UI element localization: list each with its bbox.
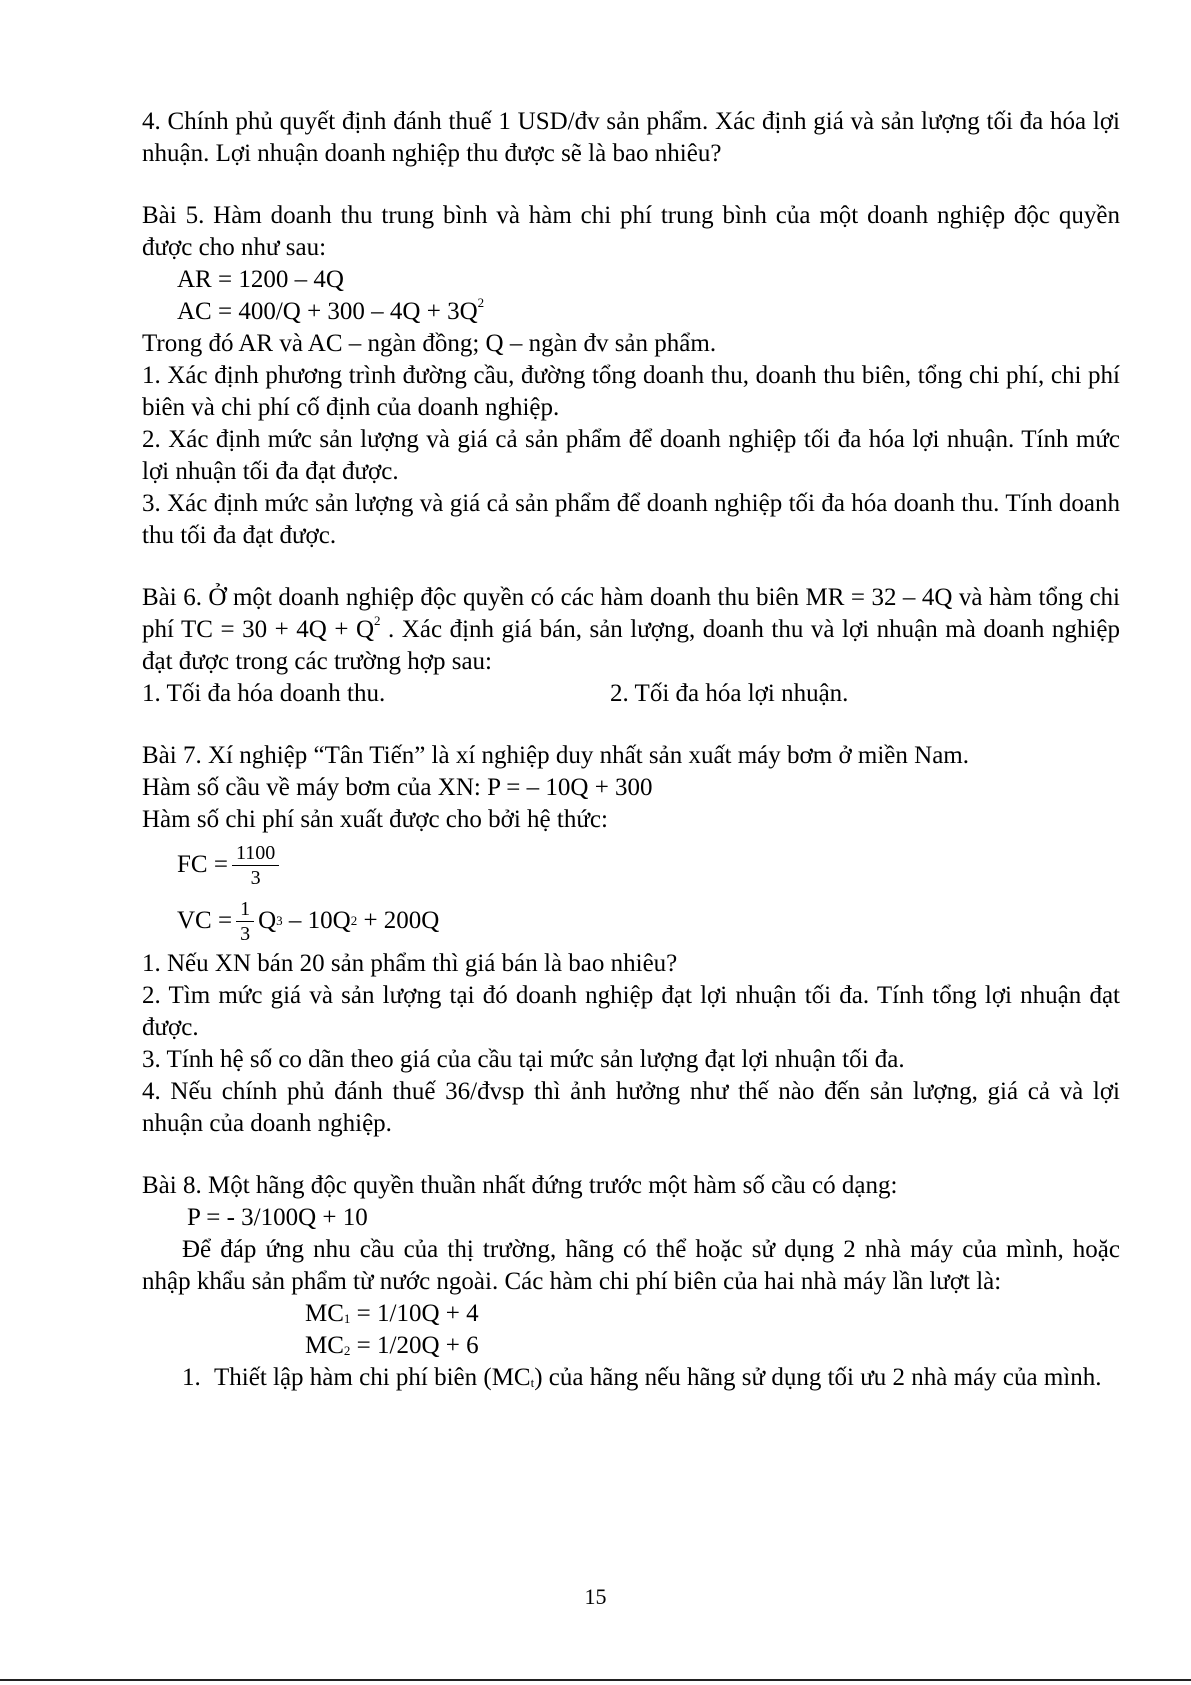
exercise-7-question-4: 4. Nếu chính phủ đánh thuế 36/đvsp thì ảnh hưởng như thế nào đến sản lượng, giá cả và lợi nhuận của doanh nghiệp. <box>142 1078 1120 1137</box>
exercise-5 <box>142 200 1120 552</box>
exercise-7-question-2: 2. Tìm mức giá và sản lượng tại đó doanh nghiệp đạt lợi nhuận tối đa. Tính tổng lợi nhuận đạt được. <box>142 982 1120 1041</box>
exercise-5-question-2: 2. Xác định mức sản lượng và giá cả sản phẩm để doanh nghiệp tối đa hóa lợi nhuận. Tính mức lợi nhuận tối đa đạt được. <box>142 426 1120 485</box>
equation-ar: AR = 1200 – 4Q <box>177 266 344 293</box>
exercise-6-case-2: 2. Tối đa hóa lợi nhuận. <box>610 680 849 707</box>
exercise-6-cases <box>142 678 1120 710</box>
equation-vc: VC = $\frac{1}{3}$ Q 3 – 10Q 2 + 200Q <box>177 897 440 945</box>
exercise-8-question-1: 1. Thiết lập hàm chi phí biên $(MC_t)$ của hãng nếu hãng sử dụng tối ưu 2 nhà máy của mình. <box>182 1364 1102 1391</box>
exercise-6-text: Bài 6. Ở một doanh nghiệp độc quyền có các hàm doanh thu biên MR = 32 – 4Q và hàm tổng chi phí TC = $30 + 4Q + Q^2$ . Xác định giá bán, sản lượng, doanh thu và lợi nhuận mà doanh nghiệp đạt được trong các trường hợp sau: <box>142 584 1120 675</box>
exercise-8 <box>142 1170 1120 1394</box>
page-body <box>142 106 1120 1394</box>
intro-item-4: 4. Chính phủ quyết định đánh thuế 1 USD/đv sản phẩm. Xác định giá và sản lượng tối đa hóa lợi nhuận. Lợi nhuận doanh nghiệp thu được sẽ là bao nhiêu? <box>142 108 1120 167</box>
exercise-5-question-1: 1. Xác định phương trình đường cầu, đường tổng doanh thu, doanh thu biên, tổng chi phí, chi phí biên và chi phí cố định của doanh nghiệp. <box>142 362 1120 421</box>
exercise-8-title: Bài 8. Một hãng độc quyền thuần nhất đứng trước một hàm số cầu có dạng: <box>142 1172 898 1199</box>
exercise-8-demand: P = - 3/100Q + 10 <box>187 1204 368 1231</box>
exercise-8-paragraph: Để đáp ứng nhu cầu của thị trường, hãng có thể hoặc sử dụng 2 nhà máy của mình, hoặc nhập khẩu sản phẩm từ nước ngoài. Các hàm chi phí biên của hai nhà máy lần lượt là: <box>142 1236 1120 1295</box>
bottom-divider <box>0 1679 1191 1681</box>
exercise-6 <box>142 582 1120 710</box>
exercise-5-note: Trong đó AR và AC – ngàn đồng; Q – ngàn đv sản phẩm. <box>142 330 717 357</box>
exercise-7-cost-intro: Hàm số chi phí sản xuất được cho bởi hệ thức: <box>142 806 608 833</box>
exercise-7-title: Bài 7. Xí nghiệp “Tân Tiến” là xí nghiệp duy nhất sản xuất máy bơm ở miền Nam. <box>142 742 970 769</box>
fraction-fc: $\frac{1100}{3}$ <box>232 841 279 890</box>
equation-mc2: $MC_2 = 1/20Q + 6$ <box>305 1332 479 1359</box>
exercise-7-question-1: 1. Nếu XN bán 20 sản phẩm thì giá bán là bao nhiêu? <box>142 950 678 977</box>
exercise-5-question-3: 3. Xác định mức sản lượng và giá cả sản phẩm để doanh nghiệp tối đa hóa doanh thu. Tính doanh thu tối đa đạt được. <box>142 490 1120 549</box>
page-number: 15 <box>584 1584 607 1609</box>
equation-ac: AC = $400/Q + 300 - 4Q + 3Q^2$ <box>177 295 485 325</box>
fraction-vc: $\frac{1}{3}$ <box>236 897 254 946</box>
equation-fc: FC = $\frac{1100}{3}$ <box>142 836 1120 894</box>
equation-mc1: $MC_1 = 1/10Q + 4$ <box>305 1300 479 1327</box>
exercise-5-title: Bài 5. Hàm doanh thu trung bình và hàm chi phí trung bình của một doanh nghiệp độc quyền được cho như sau: <box>142 202 1120 261</box>
exercise-6-case-1: 1. Tối đa hóa doanh thu. <box>142 680 386 707</box>
exercise-7-demand: Hàm số cầu về máy bơm của XN: P = – 10Q + 300 <box>142 774 653 801</box>
exercise-7 <box>142 740 1120 1140</box>
exercise-7-question-3: 3. Tính hệ số co dãn theo giá của cầu tại mức sản lượng đạt lợi nhuận tối đa. <box>142 1046 905 1073</box>
